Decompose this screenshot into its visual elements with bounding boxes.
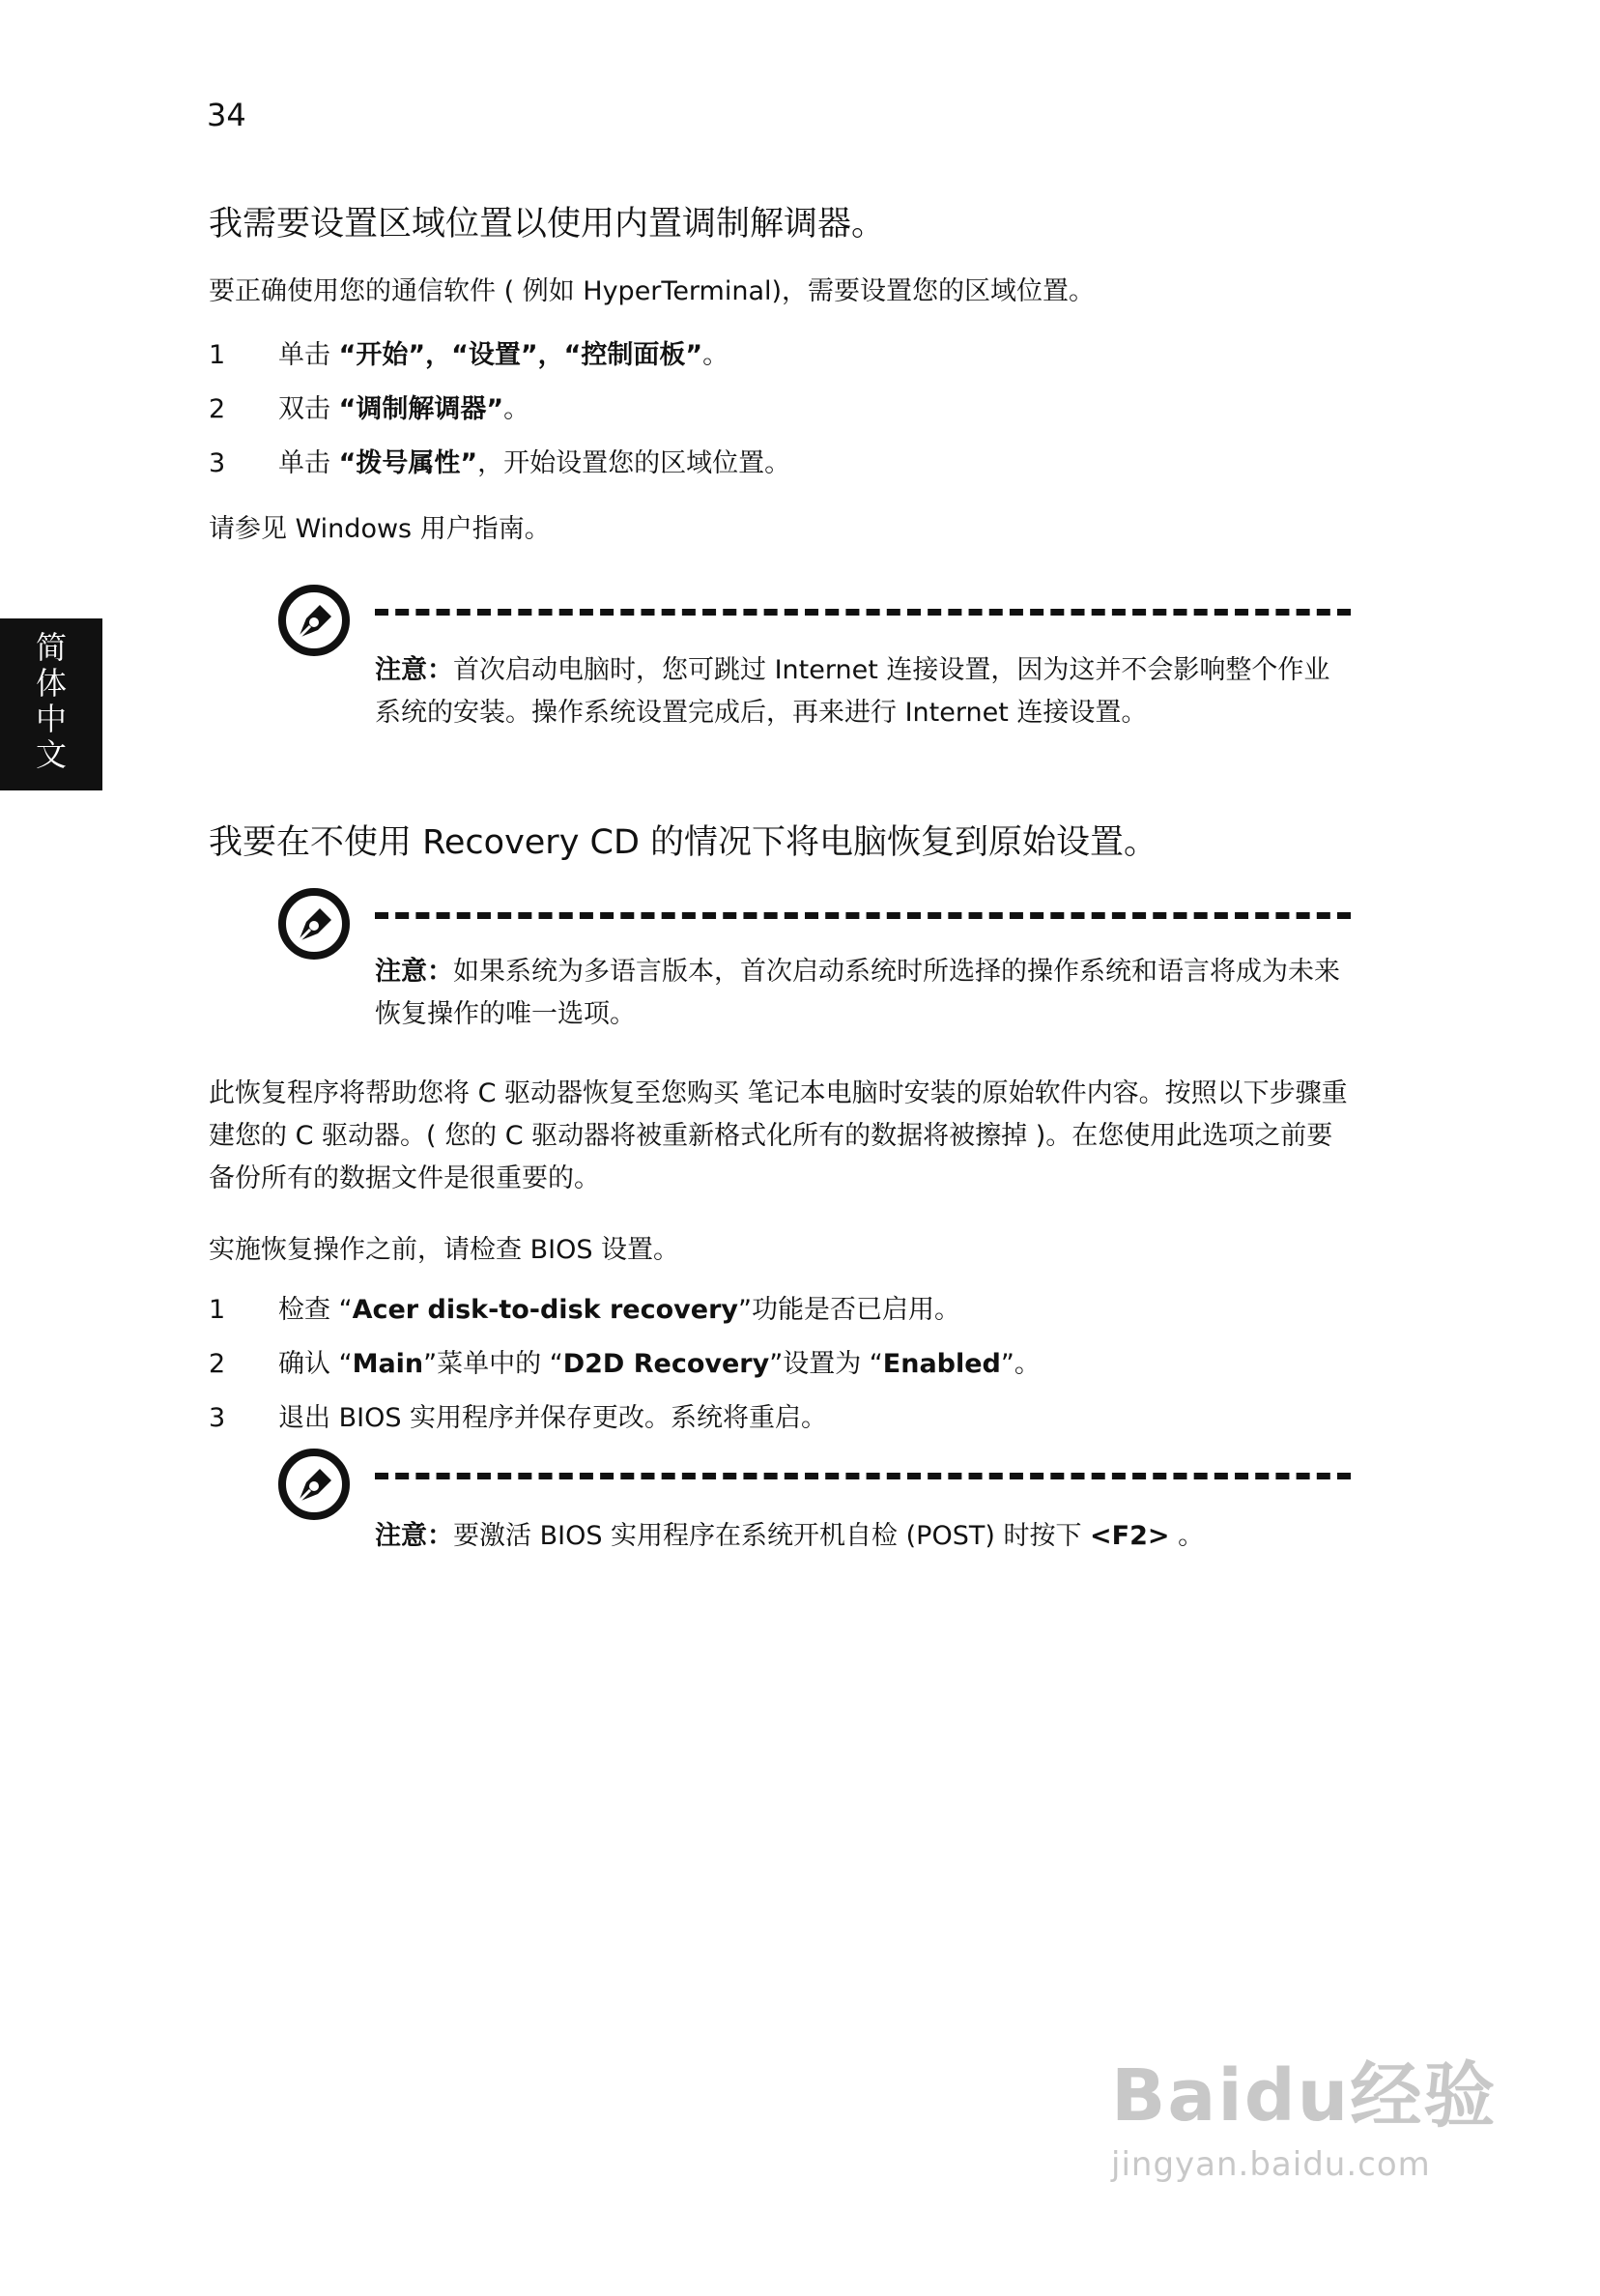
note-pen-icon [277,1448,351,1521]
step-text: 。 [503,394,530,424]
section1-outro: 请参见 Windows 用户指南。 [209,514,551,544]
note-text: 如果系统为多语言版本，首次启动系统时所选择的操作系统和语言将成为未来恢复操作的唯一选项。 [375,957,1340,1029]
step-text: ”功能是否已启用。 [738,1295,961,1325]
step-text: 。 [702,340,729,370]
section2-note-1 [375,951,1351,1036]
note-divider [375,912,1351,919]
section2-step-2 [209,1345,1041,1384]
watermark-brand: Baidu经验 [1111,2054,1498,2138]
step-text: 双击 [278,394,339,424]
step-bold-text: “调制解调器” [338,394,504,424]
step-text: ”设置为 “ [769,1349,883,1379]
side-tab-char: 体 [35,665,67,702]
step-number: 2 [209,1349,226,1379]
section1-intro: 要正确使用您的通信软件 ( 例如 HyperTerminal)，需要设置您的区域位置。 [209,276,1096,306]
step-number: 1 [209,340,226,370]
step-text: ”菜单中的 “ [423,1349,563,1379]
step-number: 3 [209,1403,226,1433]
note-text: 首次启动电脑时，您可跳过 Internet 连接设置，因为这并不会影响整个作业系统的安装。操作系统设置完成后，再来进行 Internet 连接设置。 [375,655,1330,728]
section1-heading: 我需要设置区域位置以使用内置调制解调器。 [209,205,886,244]
page-number: 34 [207,97,246,133]
step-bold-text: “开始”，“设置”，“控制面板” [338,340,703,370]
step-bold-text: Acer disk-to-disk recovery [352,1295,739,1325]
step-number: 2 [209,394,226,424]
note-text: 。 [1169,1521,1205,1551]
step-text: ”。 [1000,1349,1041,1379]
language-side-tab [0,618,102,790]
step-text: 单击 [278,448,339,478]
section2-paragraph-1: 此恢复程序将帮助您将 C 驱动器恢复至您购买 笔记本电脑时安装的原始软件内容。按照以下步骤重建您的 C 驱动器。( 您的 C 驱动器将被重新格式化所有的数据将被擦掉 )。在您使用此选项之前要备份所有的数据文件是很重要的。 [209,1078,1348,1193]
section1-note [375,649,1351,734]
step-text: 单击 [278,340,339,370]
note-label: 注意： [375,1521,453,1551]
note-divider [375,1473,1351,1479]
watermark-url: jingyan.baidu.com [1111,2145,1431,2184]
side-tab-char: 文 [35,736,67,773]
note-label: 注意： [375,957,453,987]
step-bold-text: Main [352,1349,424,1379]
step-bold-text: D2D Recovery [562,1349,770,1379]
step-text: 检查 “ [278,1295,353,1325]
section2-paragraph-2: 实施恢复操作之前，请检查 BIOS 设置。 [209,1235,680,1265]
section2-step-3 [209,1399,827,1438]
step-text: ，开始设置您的区域位置。 [477,448,791,478]
step-text: 确认 “ [278,1349,353,1379]
step-number: 3 [209,448,226,478]
section2-heading: 我要在不使用 Recovery CD 的情况下将电脑恢复到原始设置。 [209,823,1158,862]
section1-step-2 [209,390,529,429]
note-pen-icon [277,887,351,961]
step-bold-text: “拨号属性” [338,448,478,478]
section2-note-2 [375,1515,1351,1558]
note-pen-icon [277,584,351,657]
section1-step-3 [209,445,790,483]
note-text: 要激活 BIOS 实用程序在系统开机自检 (POST) 时按下 [453,1521,1091,1551]
step-bold-text: Enabled [882,1349,1001,1379]
side-tab-char: 中 [35,701,67,737]
side-tab-char: 简 [35,629,67,666]
watermark [1111,2039,1497,2184]
step-number: 1 [209,1295,226,1325]
section2-step-1 [209,1291,960,1330]
step-text: 退出 BIOS 实用程序并保存更改。系统将重启。 [278,1403,828,1433]
note-key: <F2> [1090,1521,1170,1551]
section1-step-1 [209,336,729,375]
note-label: 注意： [375,655,453,685]
note-divider [375,609,1351,616]
